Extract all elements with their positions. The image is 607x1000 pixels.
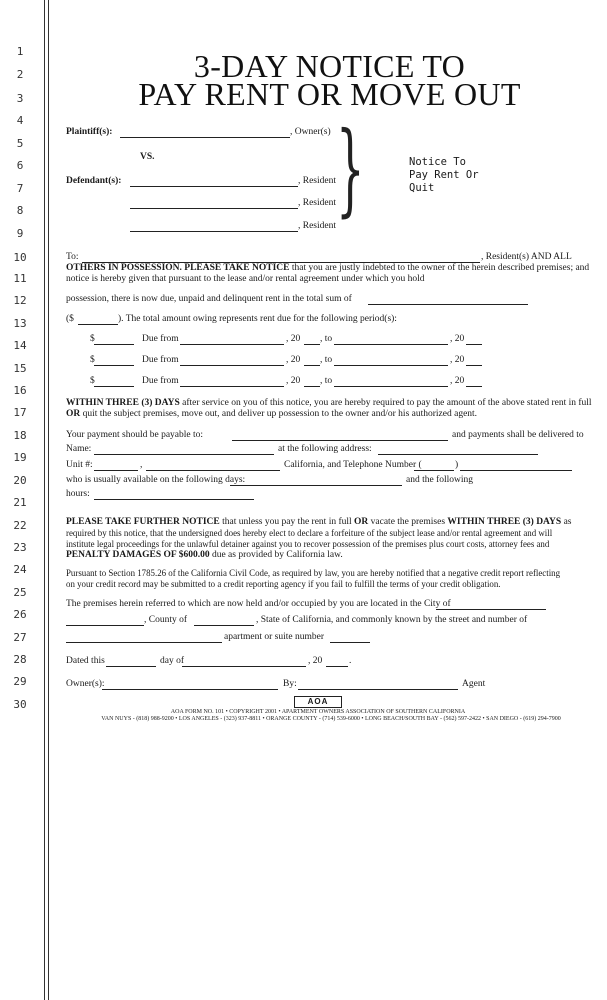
aoa-logo: AOA: [294, 696, 342, 708]
period-label: Due from: [142, 376, 179, 386]
by-label: By:: [283, 679, 297, 689]
line-number: 12: [13, 294, 27, 307]
payable-to-field[interactable]: [232, 431, 448, 441]
period-label: Due from: [142, 334, 179, 344]
within-rest2: quit the subject premises, move out, and deliver up possession to the owner and/or his authorized agent.: [80, 409, 478, 419]
state-label: , State of California, and commonly known by the street and number of: [256, 615, 528, 625]
further-t3: as: [561, 517, 572, 527]
month-field[interactable]: [182, 657, 306, 667]
further-line4: due as provided by California law.: [209, 550, 343, 560]
further-t2: vacate the premises: [368, 517, 448, 527]
further-or: OR: [354, 517, 369, 527]
hours-field[interactable]: [94, 490, 254, 500]
others-bold: OTHERS IN POSSESSION. PLEASE TAKE NOTICE: [66, 263, 290, 273]
footer-copyright: AOA FORM NO. 101 • COPYRIGHT 2001 • APARTMENT OWNERS ASSOCIATION OF SOUTHERN CALIFORNIA: [170, 709, 466, 715]
period-label: , to: [320, 355, 333, 365]
line-number: 8: [16, 204, 24, 217]
within-line-2: [66, 409, 477, 420]
page-title: 3-DAY NOTICE TO: [193, 48, 466, 84]
to-label: To:: [66, 252, 79, 262]
phone-field[interactable]: [460, 461, 572, 471]
period-to-year-field[interactable]: [466, 335, 482, 345]
footer-phones: VAN NUYS - (818) 988-9200 • LOS ANGELES - (323) 937-8811 • ORANGE COUNTY - (714) 539-6000 • LONG BEACH/SOUTH BAY - (562) 597-2422 • SAN DIEGO - (619) 294-7900: [101, 716, 561, 722]
penalty-bold: PENALTY DAMAGES OF $600.00: [66, 550, 210, 560]
line-number: 11: [13, 272, 27, 285]
owner-signature-field[interactable]: [102, 680, 278, 690]
further-line-2: required by this notice, that the undersigned does hereby elect to declare a forfeiture of the subject lease and/or rental agreement and will: [66, 528, 553, 538]
defendant-label: Defendant(s):: [66, 176, 122, 186]
year-field[interactable]: [326, 657, 348, 667]
period-label: , 20: [286, 334, 301, 344]
plaintiff-line[interactable]: [120, 128, 290, 138]
line-number: 22: [13, 519, 27, 532]
within-bold: WITHIN THREE (3) DAYS: [66, 398, 180, 408]
credit-line-1: Pursuant to Section 1785.26 of the California Civil Code, as required by law, you are hereby notified that a negative credit report reflecting: [66, 568, 561, 578]
line-number: 14: [13, 339, 27, 352]
line-number: 20: [13, 474, 27, 487]
premises-line-1: The premises herein referred to which are now held and/or occupied by you are located in the City of: [66, 599, 451, 609]
line-number: 4: [16, 114, 24, 127]
owner-suffix: , Owner(s): [290, 127, 331, 137]
resident-all: , Resident(s) AND ALL: [481, 252, 572, 262]
line-number: 2: [16, 68, 24, 81]
resident-suffix-3: , Resident: [298, 221, 336, 231]
period-to-year-field[interactable]: [466, 377, 482, 387]
line-number: 27: [13, 631, 27, 644]
line-number: 7: [16, 182, 24, 195]
period-label: , 20: [286, 355, 301, 365]
line-number: 23: [13, 541, 27, 554]
dated-label: Dated this: [66, 656, 105, 666]
year-label: , 20: [308, 656, 323, 666]
line-number: 19: [13, 451, 27, 464]
unit-comma: ,: [140, 460, 143, 470]
premises-city-field[interactable]: [66, 616, 144, 626]
area-code-field[interactable]: [414, 461, 454, 471]
caption-brace: }: [336, 110, 365, 227]
county-label: , County of: [144, 615, 188, 625]
unit-field[interactable]: [94, 461, 138, 471]
period-label: , to: [320, 376, 333, 386]
street-field[interactable]: [66, 633, 222, 643]
period-label: Due from: [142, 355, 179, 365]
days-field[interactable]: [230, 476, 402, 486]
period-from-field[interactable]: [180, 356, 284, 366]
total-suffix: ). The total amount owing represents rent due for the following period(s):: [118, 314, 397, 324]
line-number: 1: [16, 45, 24, 58]
county-field[interactable]: [194, 616, 254, 626]
notice-box: Notice To Pay Rent Or Quit: [409, 156, 479, 194]
apt-field[interactable]: [330, 633, 370, 643]
period-from-field[interactable]: [180, 335, 284, 345]
period-label: , 20: [450, 334, 465, 344]
notice-line: notice is hereby given that pursuant to the lease and/or rental agreement under which you hold: [66, 274, 425, 284]
line-number: 24: [13, 563, 27, 576]
vs-label: VS.: [140, 152, 155, 162]
defendant-line-3[interactable]: [130, 222, 298, 232]
agent-signature-field[interactable]: [298, 680, 458, 690]
period-to-year-field[interactable]: [466, 356, 482, 366]
address-label: at the following address:: [278, 444, 372, 454]
day-of-label: day of: [160, 656, 185, 666]
line-number: 21: [13, 496, 27, 509]
period-label: , to: [320, 334, 333, 344]
apt-label: apartment or suite number: [224, 632, 324, 642]
line-number: 6: [16, 159, 24, 172]
further-line-3: institute legal proceedings for the unlawful detainer against you to recover possession of the premises plus court costs, attorney fees and: [66, 539, 550, 549]
line-number: 29: [13, 675, 27, 688]
period-amount-field[interactable]: [94, 377, 134, 387]
period-from-year-field[interactable]: [304, 356, 320, 366]
further-bold: PLEASE TAKE FURTHER NOTICE: [66, 517, 220, 527]
line-number: 10: [13, 251, 27, 264]
period-label: $: [90, 334, 95, 344]
total-prefix: ($: [66, 314, 74, 324]
line-number: 18: [13, 429, 27, 442]
address-field[interactable]: [378, 445, 538, 455]
line-number: 15: [13, 362, 27, 375]
left-margin-rule-inner: [48, 0, 49, 1000]
total-sum-line[interactable]: [368, 295, 528, 305]
name-field[interactable]: [94, 445, 274, 455]
line-number: 5: [16, 137, 24, 150]
page-subtitle: PAY RENT OR MOVE OUT: [138, 76, 521, 112]
city-of-field[interactable]: [436, 600, 546, 610]
day-field[interactable]: [106, 657, 156, 667]
line-number: 16: [13, 384, 27, 397]
tenant-names-line[interactable]: [82, 253, 480, 263]
plaintiff-label: Plaintiff(s):: [66, 127, 113, 137]
within-rest: after service on you of this notice, you are hereby required to pay the amount of the above stated rent in full: [179, 398, 592, 408]
period-to-field[interactable]: [334, 377, 448, 387]
period-label: , 20: [450, 355, 465, 365]
period-label: , 20: [286, 376, 301, 386]
within-or: OR: [66, 409, 81, 419]
payable-label: Your payment should be payable to:: [66, 430, 204, 440]
period-to-field[interactable]: [334, 356, 448, 366]
line-number-column: [0, 0, 44, 1000]
left-margin-rule: [44, 0, 45, 1000]
date-period: .: [349, 656, 352, 666]
line-number: 25: [13, 586, 27, 599]
line-number: 26: [13, 608, 27, 621]
resident-suffix-1: , Resident: [298, 176, 336, 186]
and-following-label: and the following: [406, 475, 474, 485]
unit-label: Unit #:: [66, 460, 93, 470]
line-number: 17: [13, 406, 27, 419]
credit-line-2: on your credit record may be submitted to a credit reporting agency if you fail to fulfill the terms of your credit obligation.: [66, 579, 501, 589]
period-label: , 20: [450, 376, 465, 386]
period-from-field[interactable]: [180, 377, 284, 387]
line-number: 13: [13, 317, 27, 330]
further-t1: that unless you pay the rent in full: [219, 517, 355, 527]
period-from-year-field[interactable]: [304, 377, 320, 387]
paren-close: ): [455, 460, 459, 470]
further-line-4: [66, 550, 343, 561]
possession-line: possession, there is now due, unpaid and delinquent rent in the total sum of: [66, 294, 352, 304]
line-number: 3: [16, 92, 24, 105]
defendant-line-1[interactable]: [130, 177, 298, 187]
period-to-field[interactable]: [334, 335, 448, 345]
further-line-1: [66, 517, 571, 528]
phone-label: California, and Telephone Number (: [284, 460, 422, 470]
agent-label: Agent: [462, 679, 486, 689]
others-rest: that you are justly indebted to the owner of the herein described premises; and: [289, 263, 590, 273]
period-from-year-field[interactable]: [304, 335, 320, 345]
period-label: $: [90, 376, 95, 386]
resident-suffix-2: , Resident: [298, 198, 336, 208]
further-bold2: WITHIN THREE (3) DAYS: [447, 517, 562, 527]
within-line-1: [66, 398, 592, 409]
line-number: 28: [13, 653, 27, 666]
period-amount-field[interactable]: [94, 335, 134, 345]
city-field[interactable]: [146, 461, 280, 471]
defendant-line-2[interactable]: [130, 199, 298, 209]
available-label: who is usually available on the following days:: [66, 475, 246, 485]
line-number: 9: [16, 227, 24, 240]
name-label: Name:: [66, 444, 92, 454]
period-label: $: [90, 355, 95, 365]
owners-label: Owner(s):: [66, 679, 105, 689]
period-amount-field[interactable]: [94, 356, 134, 366]
hours-label: hours:: [66, 489, 90, 499]
line-number: 30: [13, 698, 27, 711]
resident-all-text: [481, 252, 572, 263]
total-amount-field[interactable]: [78, 315, 118, 325]
others-line: [66, 263, 589, 274]
delivered-label: and payments shall be delivered to: [452, 430, 584, 440]
